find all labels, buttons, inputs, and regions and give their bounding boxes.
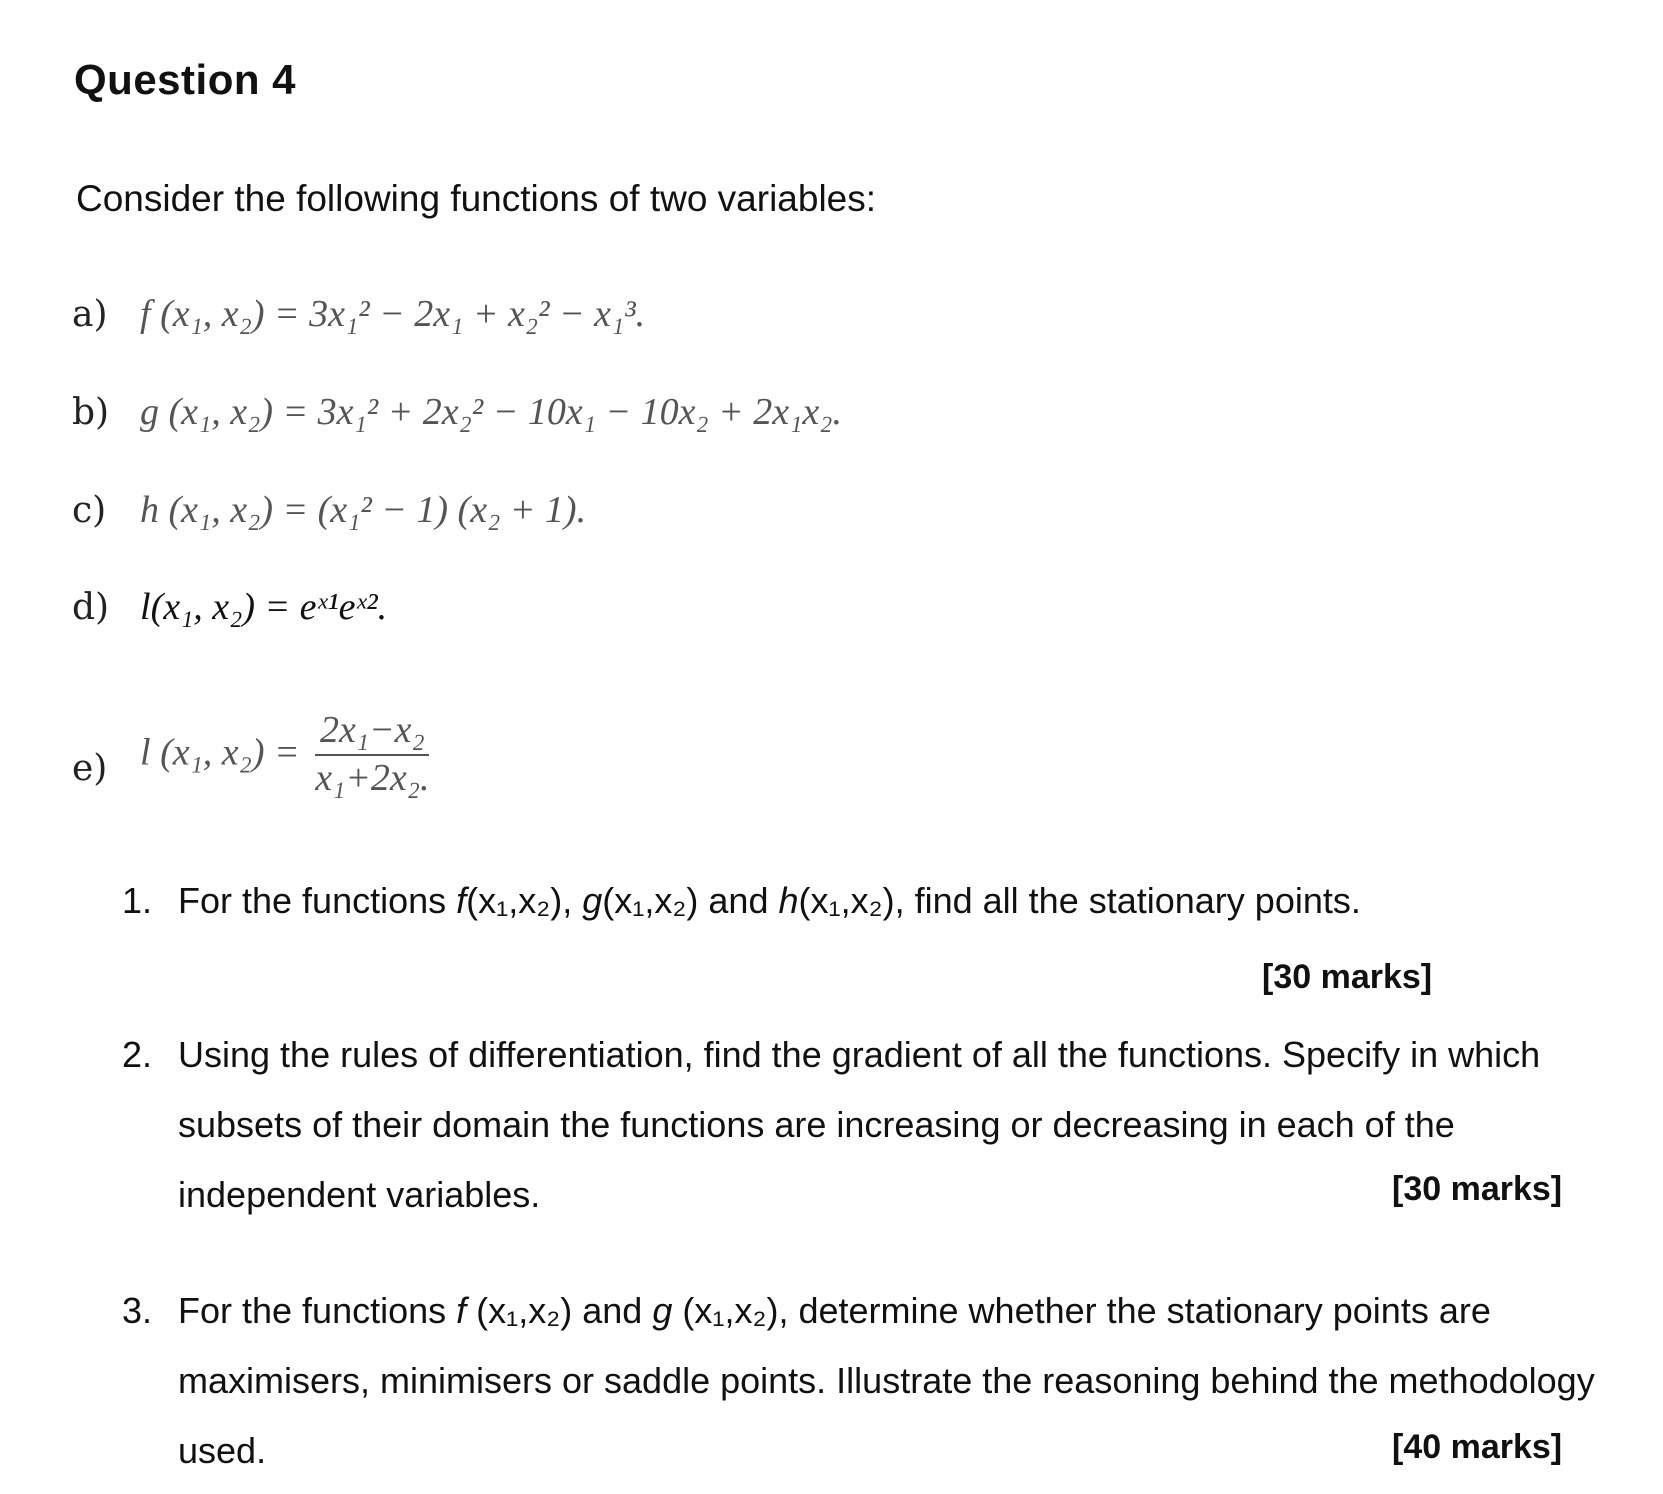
function-expression: h (x₁, x₂) = (x₁² − 1) (x₂ + 1). [140,489,587,531]
text-run: (x₁,x₂), determine whether the stationary points are maximisers, minimisers or saddle points. Illustrate the reasoning behind the methodology used. [178,1290,1595,1471]
function-label: d) [72,587,110,628]
fraction [315,710,429,800]
function-d [72,585,387,629]
function-name: g [652,1290,673,1331]
function-label: b) [72,392,110,433]
text-run: For the functions [178,1290,457,1331]
intro-text: Consider the following functions of two variables: [76,178,877,219]
marks-label: [40 marks] [1392,1428,1563,1466]
text-run: (x₁,x₂) and [466,1290,653,1331]
question-text: Using the rules of differentiation, find the gradient of all the functions. Specify in which subsets of their domain the functions are increasing or decreasing in each of the independent variables. [178,1034,1541,1215]
fraction-numerator: 2x₁−x₂ [315,710,429,756]
question-text [178,866,1600,936]
question-text [178,1276,1600,1486]
function-e [72,710,429,800]
question-number: 1. [122,880,153,921]
text-run: (x₁,x₂), [466,880,583,921]
fraction-denominator: x₁+2x₂. [315,756,430,799]
function-a [72,292,645,336]
function-expression: l(x₁, x₂) = eˣ¹eˣ². [140,586,388,628]
function-expression: l (x₁, x₂) = [140,731,310,774]
text-run: For the functions [178,880,457,921]
question-number: 3. [122,1290,153,1331]
function-name: h [778,880,799,921]
function-b [72,390,842,434]
function-name: g [582,880,603,921]
function-expression: g (x₁, x₂) = 3x₁² + 2x₂² − 10x₁ − 10x₂ + 2x₁x₂. [140,391,842,433]
function-label: a) [72,294,108,335]
function-c [72,488,586,532]
function-label: e) [72,748,108,790]
marks-label: [30 marks] [1392,1170,1563,1208]
question-number: 2. [122,1034,153,1075]
text-run: (x₁,x₂), find all the stationary points. [798,880,1361,921]
function-label: c) [72,490,107,531]
function-name: f [456,880,467,921]
marks-label: [30 marks] [1262,958,1433,996]
function-name: f [456,1290,467,1331]
question-title: Question 4 [74,56,297,103]
function-expression: f (x₁, x₂) = 3x₁² − 2x₁ + x₂² − x₁³. [140,293,646,335]
text-run: (x₁,x₂) and [602,880,779,921]
